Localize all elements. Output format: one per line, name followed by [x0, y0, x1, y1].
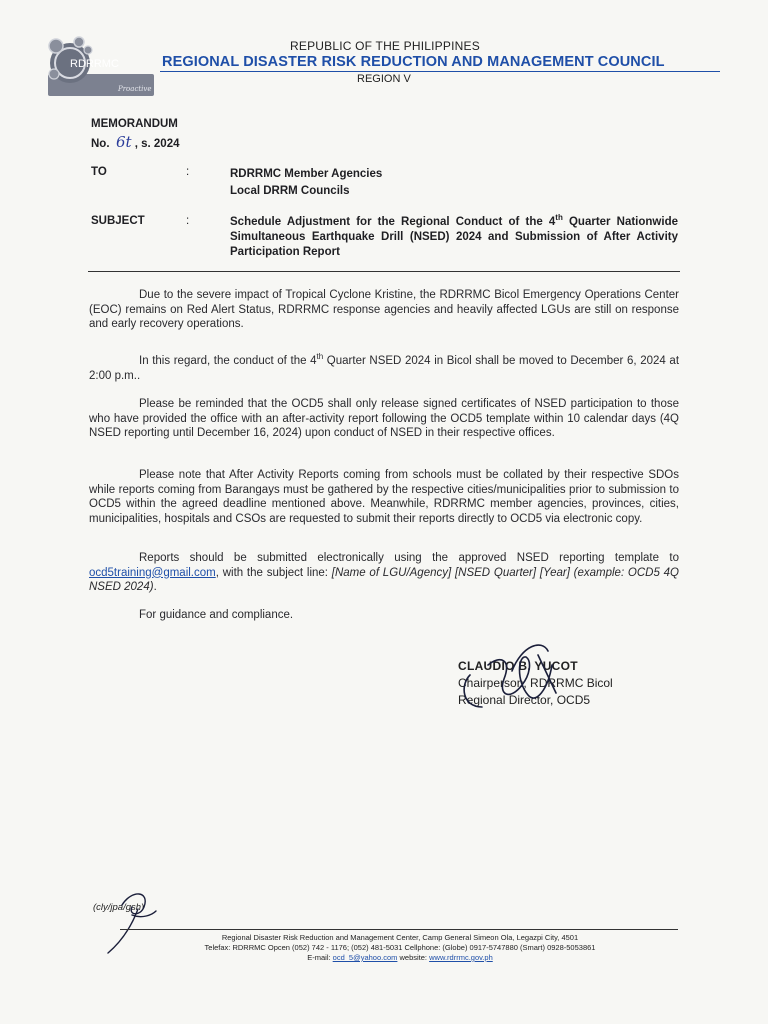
- subject-colon: :: [186, 215, 190, 227]
- signatory-title-1: Chairperson, RDRRMC Bicol: [458, 676, 613, 690]
- paragraph-6-text: For guidance and compliance.: [139, 609, 294, 621]
- paragraph-2: [89, 354, 679, 383]
- paragraph-6: [89, 608, 679, 623]
- footer-contacts: Telefax: RDRRMC Opcen (052) 742 - 1176; (052) 481-5031 Cellphone: (Globe) 0917-5747880 (Smart) 0928-5053861: [204, 943, 596, 952]
- footer-address: Regional Disaster Risk Reduction and Management Center, Camp General Simeon Ola, Legazpi City, 4501: [221, 933, 579, 942]
- paragraph-4: [89, 468, 679, 526]
- to-recipient-1: RDRRMC Member Agencies: [230, 168, 383, 180]
- subject-part-2: Quarter Nationwide Simultaneous Earthquake Drill (NSED) 2024 and Submission of After Activity Participation Report: [230, 216, 678, 258]
- subject-text: [230, 215, 678, 260]
- paragraph-1: [89, 288, 679, 332]
- paragraph-3-text: Please be reminded that the OCD5 shall only release signed certificates of NSED participation to those who have provided the office with an after-activity report following the OCD5 template within 10 calendar days (4Q NSED reporting until December 16, 2024) upon conduct of NSED in their respective offices.: [89, 398, 679, 439]
- to-recipients: [230, 166, 382, 200]
- subject-label: SUBJECT: [91, 215, 145, 227]
- header-divider: [88, 271, 680, 272]
- paragraph-2-text-a: In this regard, the conduct of the 4: [139, 355, 317, 367]
- subject-superscript: th: [555, 213, 563, 223]
- footer: [120, 933, 680, 963]
- paragraph-5: [89, 551, 679, 595]
- memo-no-prefix: No.: [91, 138, 110, 150]
- to-colon: :: [186, 166, 190, 178]
- memo-number: [91, 133, 180, 151]
- subject-part-1: Schedule Adjustment for the Regional Conduct of the 4: [230, 216, 556, 228]
- handwritten-signature: [452, 635, 572, 725]
- footer-email-link[interactable]: ocd_5@yahoo.com: [332, 953, 398, 962]
- header-underline: [160, 71, 720, 72]
- footer-email-label: E-mail:: [307, 953, 333, 962]
- footer-divider: [120, 929, 678, 930]
- memo-title: MEMORANDUM: [91, 118, 178, 130]
- paragraph-4-text: Please note that After Activity Reports coming from schools must be collated by their respective SDOs while reports coming from Barangays must be gathered by the respective cities/municipalities prior to submission to OCD5 within the agreed deadline mentioned above. Meanwhile, RDRRMC member agencies, provinces, cities, municipalities, hospitals and CSOs are requested to submit their reports directly to OCD5 via electronic copy.: [89, 469, 679, 525]
- paragraph-5-text-c: .: [153, 581, 157, 593]
- paragraph-1-text: Due to the severe impact of Tropical Cyclone Kristine, the RDRRMC Bicol Emergency Operations Center (EOC) remains on Red Alert Status, RDRRMC response agencies and heavily affected LGUs are still on response and early recovery operations.: [89, 289, 679, 330]
- to-recipient-2: Local DRRM Councils: [230, 185, 350, 197]
- signatory-name: CLAUDIO B. YUCOT: [458, 659, 578, 673]
- header-republic: REPUBLIC OF THE PHILIPPINES: [290, 39, 480, 53]
- header-council: REGIONAL DISASTER RISK REDUCTION AND MANAGEMENT COUNCIL: [162, 54, 665, 70]
- paragraph-5-text-a: Reports should be submitted electronically using the approved NSED reporting template to: [139, 552, 679, 564]
- email-link[interactable]: ocd5training@gmail.com: [89, 566, 216, 579]
- paragraph-2-superscript: th: [316, 352, 324, 362]
- paragraph-3: [89, 397, 679, 441]
- memo-no-handwritten: 6t: [115, 133, 132, 151]
- memo-series: , s. 2024: [134, 138, 180, 150]
- logo-tagline: Proactive: [118, 85, 152, 93]
- signatory-title-2: Regional Director, OCD5: [458, 693, 591, 707]
- logo-text: RDRRMC: [70, 58, 119, 70]
- paragraph-5-subject-format: [Name of LGU/Agency] [NSED Quarter] [Year] (example: OCD5 4Q NSED 2024): [89, 566, 679, 593]
- paragraph-5-text-b: , with the subject line:: [215, 566, 332, 579]
- footer-website-link[interactable]: www.rdrrmc.gov.ph: [429, 953, 493, 962]
- header-region: REGION V: [357, 73, 411, 85]
- rdrrmc-logo: [46, 36, 156, 98]
- footer-email-web: [120, 953, 680, 963]
- reference-initials: (cly/jpa/gsh): [93, 902, 145, 913]
- to-label: TO: [91, 166, 107, 178]
- paragraph-2-text-b: Quarter NSED 2024 in Bicol shall be moved to December 6, 2024 at 2:00 p.m..: [89, 355, 680, 382]
- footer-website-label: website:: [397, 953, 430, 962]
